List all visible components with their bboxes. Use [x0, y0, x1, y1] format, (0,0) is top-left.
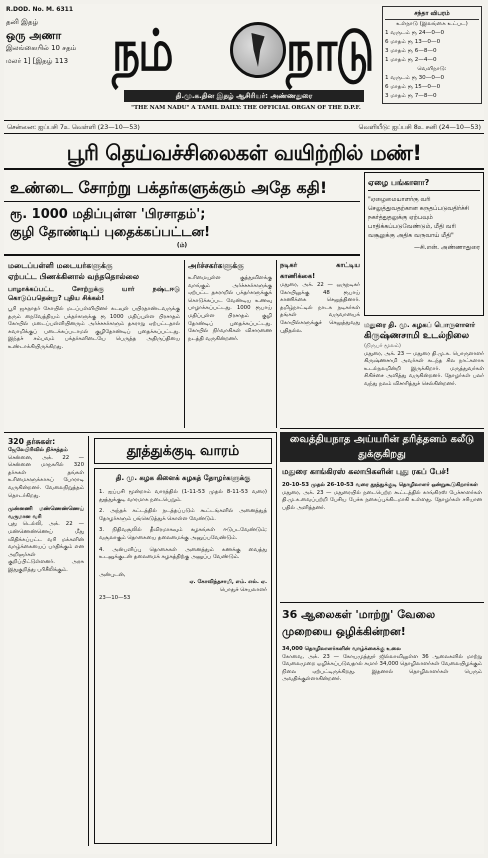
article-mills-body: கோவை, அக். 23 — கோயமுத்தூர் ஜில்லாவிலுள்ள 36 ஆலைகளில் மாற்று வேலைமுறை ஒழிக்கப்படுவதால் சுமார் 34,000 தொழிலாளர்கள் வேலையிழக்கும் நிலை ஏற்பட்டிருக்கிறது. இதனால் தொழிலாளர்கள் பெரும் அவதிக்குள்ளாகின்றனர். [282, 653, 482, 683]
article-madurai-body: மதுரை, அக். 23 — மதுரையில் நடைபெற்ற கூட்டத்தில் காங்கிரஸ் பேச்சாளர்கள் தி.மு.க.வைப்பற்றி பேசிய பேச்சு நகைப்புக்கிடமாகி உள்ளது. தோழர்கள் சரியான பதில் அளித்தனர். [282, 489, 482, 511]
article-krishnasamy [364, 320, 484, 420]
third-headline-line2: குழி தோண்டிப் புதைக்கப்பட்டன! [10, 225, 211, 240]
list-item: 3. நிதிவசூலில் தீவிரமாகவும் கழகங்கள் ஈடுபடவேண்டும்; வசூலாகும் தொகையை தலைமைக்கு அனுப்பவேண்டும். [99, 527, 267, 541]
article-madurai-congress [282, 482, 482, 598]
tuticorin-notice-list [99, 489, 267, 562]
column-rule [276, 432, 277, 846]
dateline [4, 120, 484, 134]
third-headline-line1: ரூ. 1000 மதிப்புள்ள 'பிரசாதம்'; [10, 207, 206, 222]
list-item: 4. அன்பளிப்பு தொகைகள் அனைத்தும் கணக்கு வைத்து உடனுக்குடன் தலைமைக் கழகத்திற்கு அனுப்ப வேண்டும். [99, 546, 267, 561]
article-kerosene-head: முன்னணி மண்ணெண்ணெய் வருமான வரி [8, 506, 84, 520]
subscription-domestic: உள்நாடு (இலங்கை உட்பட) [396, 21, 468, 27]
section-rule [4, 432, 276, 433]
second-headline: உண்டை சோற்று பக்தர்களுக்கும் அதே கதி! [4, 174, 360, 202]
main-headline: பூரி தெய்வச்சிலைகள் வயிற்றில் மண்! [4, 136, 484, 170]
article-actor [280, 260, 360, 360]
article-krishnasamy-body: மதுரை, அக். 23 — மதுரை தி.மு.க. பொருளாளர் கிருஷ்ணசாமி அவர்கள் கடந்த சில நாட்களாக உடல்நலமின்றி இருக்கிறார். மருத்துவர்கள் சிகிச்சை அளித்து வருகின்றனர். தோழர்கள் பலர் வந்து நலம் விசாரித்துச் செல்கின்றனர். [364, 350, 484, 387]
rate-row: 1 வருடம் ரூ 30—0—0 [385, 75, 445, 81]
article-mills-sub: 34,000 தொழிலாளர்களின் வாழ்க்கைக்கு உலை [282, 646, 401, 652]
article-krishnasamy-head: கிருஷ்ணசாமி உடல்நிலை [364, 331, 470, 341]
column-rule [184, 260, 185, 428]
rate-row: 1 மாதம் ரூ 2—4—0 [385, 57, 437, 63]
editor-band: தி.மு.க.தின இதழ் ஆசிரியர்: அண்ணதுரை [124, 90, 364, 102]
article-320-body: சென்னை, அக். 22 — சென்னை மாநகரில் 320 தர்சுகள் தங்கள் உரிமைகளுக்காகப் போராடி வருகின்றனர். வேலைநிறுத்தம் தொடர்கிறது. [8, 454, 84, 499]
quote-text: "ஏழைமையாளர்கு வரி செலுத்துவதற்கான கருதப்படுவதிர்ச்சி நகர்த்துதலுக்கு ஏற்பவும் பாதிக்கப்படுவேண்டும், மீதி வரி வசூலுக்கு அதிக வருவாய் மீதி" [368, 196, 470, 239]
column-rule [276, 260, 277, 428]
article-mills [282, 646, 482, 844]
quote-title: ஏழை பங்காளா? [368, 176, 480, 191]
tuticorin-notice [94, 468, 272, 844]
section-rule [280, 428, 484, 429]
article-left-body: பூரி ஜகநாதர் கோயில் மடப்பள்ளியினர் கடவுள் பயிரதாண்டவருக்கு தரும் நைவேத்தியம் பக்தர்களுக்கு ரூ 1000 மதிப்புள்ள பிரசாதம் கோயில் மடைப்பள்ளியினரும் அர்ச்சகர்களும் தகராறு ஏற்பட்டதால் சுவாமிக்குப் படைக்கப்படாமல் குழிதோண்டிப் புதைக்கப்பட்டது. இந்தச் சம்பவம் பக்தர்களிடையே பெருத்த அதிருப்தியை உண்டாக்கியிருக்கிறது. [8, 306, 180, 350]
article-320-sub: ஜேலேபிரிவில் நிச்சத்தம் [8, 447, 68, 453]
price-box [6, 16, 98, 68]
price-label: தனி இதழ் [6, 18, 39, 26]
subscription-foreign: வெளிநாடு: [417, 66, 447, 72]
dateline-left: சென்னை: ஐப்பசி 7உ வெள்ளி (23—10—53) [7, 123, 140, 131]
article-madurai-intro: 20-10-53 முதல் 26-10-53 வரை தூத்துக்குடி தொழிலாளர் ஒன்றுகூடுகிறார்கள் [282, 482, 478, 488]
logo-nam: நம் [112, 18, 172, 85]
tuticorin-date: 23—10—53 [99, 594, 131, 601]
tuticorin-sign-role: பொதுச் செயலாளர் [219, 586, 267, 593]
column-rule [88, 436, 89, 846]
globe-icon [230, 22, 286, 78]
article-actor-body: மதுரை, அக். 22 — ஒருநடிகர் கோயிலுக்கு 48 ரூபாய் காணிக்கை செலுத்தினார். தமிழ்நாட்டில் நாடக நடிகர்கள் தங்கள் வருவாயைக் கோயில்களுக்குச் செலுத்துவது புதிதல்ல. [280, 282, 360, 334]
third-headline [4, 204, 360, 256]
ceylon-price: இலங்கையில் 10 சதம் [6, 44, 77, 52]
article-left [8, 260, 180, 428]
article-actor-head: நடிகர் காட்டிய காணிக்கை! [280, 261, 360, 280]
section-rule [280, 602, 484, 603]
price-value: ஒரு அணா [6, 29, 62, 42]
article-mid [188, 260, 272, 428]
third-headline-note: (ம்) [176, 242, 188, 249]
newspaper-page [4, 4, 484, 854]
rate-row: 1 வருடம் ரூ 24—0—0 [385, 30, 445, 36]
article-krishnasamy-title: மதுரை தி. மு. கழகப் பொருளாளர் [364, 321, 476, 329]
article-left-sub: ஏற்பட்ட பிணக்கினால் வந்ததொல்லை [8, 272, 140, 281]
tuticorin-notice-title: தி. மு. கழக கிளைக் கழகத் தோழர்களுக்கு [115, 474, 251, 482]
rate-row: 3 மாதம் ரூ 7—8—0 [385, 93, 437, 99]
madurai-congress-headline: மதுரை காங்கிரஸ் கலாபிகளின் புது ரகப் பேச்! [282, 467, 450, 476]
article-left-lower [8, 436, 84, 846]
quote-box [364, 172, 484, 316]
tuticorin-sign-name: ஏ. கோவிந்தசாமி, எம். எல். ஏ. [189, 579, 267, 586]
article-320-head: 320 தர்சுகள்: [8, 437, 56, 446]
subscription-box [382, 6, 482, 104]
list-item: 2. அந்தக் கட்டத்தில் நடத்தப்படும் கூட்டங்களில் அனைத்துத் தோழர்களும் பங்கெடுத்துக் கொள்ள வேண்டும். [99, 508, 267, 522]
article-krishnasamy-note: (நிருபர் மூலம்) [364, 343, 401, 349]
rate-row: 3 மாதம் ரூ 6—8—0 [385, 48, 437, 54]
logo-nadu: நாடு [286, 18, 373, 85]
quote-signature: —சி.என். அண்ணாதுரை [414, 244, 480, 251]
volume-issue: மலர் 1] [இதழ் 113 [6, 57, 69, 65]
masthead [4, 4, 484, 152]
tuticorin-sign-left: அன்புடன், [99, 571, 126, 578]
dateline-right: வெளியீடு: ஐப்பசி 8உ சனி (24—10—53) [358, 123, 481, 131]
rate-row: 6 மாதம் ரூ 13—0—0 [385, 39, 441, 45]
article-mid-body: உரிமையுள்ள குத்துவிளக்கு வாங்கும் அர்ச்சகர்களுக்கு ஏற்பட்ட தகராறில் பக்தர்களுக்குக் கொடுக்கப்பட வேண்டிய உணவு பாழாக்கப்பட்டது. 1000 ரூபாய் மதிப்புள்ள பிரசாதம் குழி தோண்டிப் புதைக்கப்பட்டது. கோயில் நிர்வாகிகள் விசாரணை நடத்தி வருகின்றனர். [188, 275, 272, 342]
rate-row: 6 மாதம் ரூ 15—0—0 [385, 84, 441, 90]
list-item: 1. ஐப்பசி மூன்றாம் வாரத்தில் (1-11-53 முதல் 8-11-53 வரை) தூத்துக்குடி வாரமாக நடைபெறும். [99, 489, 267, 503]
vaidyanatha-band-headline: வைத்தியநாத அய்யரின் தரித்தனம் கலீடு துக்குகிறது [280, 432, 484, 462]
article-left-tag: மடைப்பள்ளி மடையர்களுக்கு [8, 261, 113, 270]
registration-number: R.DOD. No. M. 6311 [6, 6, 73, 13]
subscription-header: சந்தா விபரம் [385, 9, 479, 20]
mills-headline: 36 ஆலைகள் 'மாற்று' வேலை முறையை ஒழிக்கின்றன! [282, 608, 436, 638]
article-left-question: பாழாக்கப்பட்ட சோற்றுக்கு யார் நஷ்டஈடு கொடுப்பதென்று? புதிய சிக்கல்! [8, 285, 180, 302]
article-kerosene-body: புது டெல்லி, அக். 22 — மண்ணெண்ணெய் மீது விதிக்கப்பட்ட வரி மக்களின் வாழ்க்கையைப் பாதிக்கும் என அறிஞர்கள் குறிப்பிட்டுள்ளனர். அரசு இதுகுறித்து பரிசீலிக்கும். [8, 521, 84, 573]
tuticorin-week-headline: தூத்துக்குடி வாரம் [94, 438, 272, 464]
tagline: "THE NAM NADU" A TAMIL DAILY: THE OFFICIAL ORGAN OF THE D.P.F. [131, 105, 361, 111]
article-mid-tag: அர்ச்சகர்களுக்கு [188, 261, 244, 270]
